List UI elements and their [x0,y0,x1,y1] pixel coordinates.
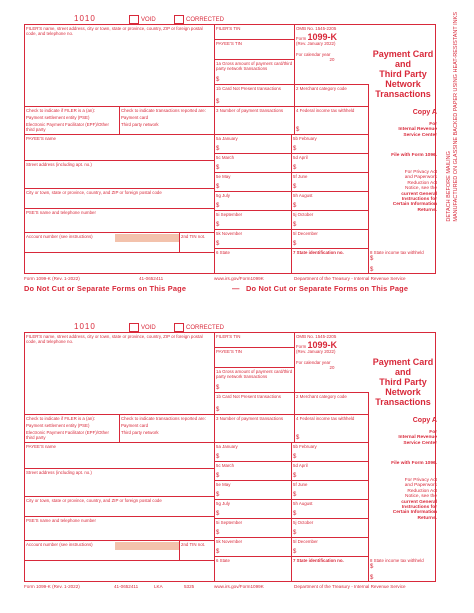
payee-tin-field[interactable] [215,40,295,60]
revision: (Rev. January 2022) [296,349,336,354]
month-label: 5g July [216,193,230,198]
month-label: 5j October [293,212,314,217]
box-5h[interactable] [292,192,369,211]
pse-name-label: PSE'S name and telephone number [26,518,96,523]
title-line: Payment Card and [372,49,434,69]
dollar-sign: $ [216,492,220,498]
box-7[interactable] [292,249,369,274]
city-field[interactable] [25,189,215,209]
month-label: 5b February [293,444,317,449]
city-field[interactable] [25,497,215,517]
cat-number: 41-0652411 [139,276,164,281]
payee-name-label: PAYEE'S name [26,444,56,449]
box-5f[interactable] [292,481,369,500]
month-label: 5i September [216,212,243,217]
payee-name-field[interactable] [25,135,215,161]
privacy-line: Instructions for [401,197,437,203]
privacy-line: Reduction Act [407,180,437,186]
filer-tin-label: FILER'S TIN [216,334,241,339]
box-1a[interactable] [215,368,295,393]
dollar-sign: $ [296,435,300,441]
dollar-sign: $ [293,222,297,228]
dollar-sign: $ [293,203,297,209]
box-5g[interactable] [215,192,292,211]
box-5i[interactable] [215,519,292,538]
department: Department of the Treasury - Internal Revenue Service [294,276,406,281]
void-label: VOID [141,324,156,331]
transaction-type-checks [120,415,215,443]
dollar-sign: $ [216,454,220,460]
month-label: 5d April [293,463,308,468]
copy-label: Copy A [412,417,437,424]
privacy-line: For Privacy Act [404,478,437,483]
form-footer [24,274,436,282]
form-name: 1099-K [307,32,338,42]
payment-card-label: Payment card [121,423,149,428]
check-trans-label: Check to indicate transactions reported are: [121,416,206,421]
form-number: 1010 [74,322,96,331]
month-label: 5f June [293,482,308,487]
box-8[interactable] [369,557,437,582]
box-5f[interactable] [292,173,369,192]
street-field[interactable] [25,469,215,497]
month-label: 5l December [293,539,318,544]
void-box-icon[interactable] [129,15,139,24]
title-line: Payment Card and [372,357,434,377]
dollar-sign: $ [216,530,220,536]
city-label: City or town, state or province, country, and ZIP or foreign postal code [26,498,162,503]
second-tin-field[interactable] [180,233,215,253]
lka-code: LKA [154,584,163,589]
corrected-box-icon[interactable] [174,15,184,24]
irs-line: For [429,122,437,127]
side-line-2: MANUFACTURED ON GLASSINE BACKED PAPER USING HEAT-RESISTANT INKS [453,12,459,222]
second-tin-label: 2nd TIN not. [181,542,206,547]
cut-warning [24,282,436,294]
check-filer-label: Check to indicate if FILER is a (an): [26,108,96,113]
account-shade [115,234,179,242]
pse-name-field[interactable] [25,209,215,233]
corrected-checkbox[interactable] [174,15,224,24]
box-7[interactable] [292,557,369,582]
month-label: 5k November [216,231,243,236]
blank-area [25,561,215,582]
box-5b[interactable] [292,443,369,462]
side-text [446,12,460,222]
calendar-label: For calendar year [296,360,331,365]
dollar-sign: $ [370,267,374,273]
box-2-label: 2 Merchant category code [296,394,347,399]
corrected-box-icon[interactable] [174,323,184,332]
box-5a[interactable] [215,135,292,154]
title-line: Transactions [375,89,431,99]
city-label: City or town, state or province, country, and ZIP or foreign postal code [26,190,162,195]
payee-tin-field[interactable] [215,348,295,368]
payment-card-label: Payment card [121,115,149,120]
box-3-label: 3 Number of payment transactions [216,416,284,421]
box-5c[interactable] [215,462,292,481]
dollar-sign: $ [216,222,220,228]
second-tin-label: 2nd TIN not. [181,234,206,239]
copy-label: Copy A [412,109,437,116]
pse-name-label: PSE'S name and telephone number [26,210,96,215]
box-1a[interactable] [215,60,295,85]
privacy-line: Certain Information [392,202,437,208]
box-5k[interactable] [215,230,292,249]
payee-tin-label: PAYEE'S TIN [216,349,242,354]
irs-line: For [429,430,437,435]
street-label: Street address (including apt. no.) [26,470,92,475]
print-code: 5325 [184,584,195,589]
month-label: 5h August [293,501,313,506]
dollar-sign: $ [216,385,220,391]
dollar-sign: $ [293,146,297,152]
month-label: 5d April [293,155,308,160]
month-label: 5l December [293,231,318,236]
title-line: Third Party [379,377,427,387]
omb-number: OMB No. 1545-2205 [296,26,337,31]
box-5i[interactable] [215,211,292,230]
filer-info-field[interactable] [25,333,215,415]
payee-name-field[interactable] [25,443,215,469]
dollar-sign: $ [216,77,220,83]
file-with: File with Form 1096. [391,153,437,158]
box-5l[interactable] [292,538,369,557]
dollar-sign: $ [293,511,297,517]
month-label: 5c March [216,155,235,160]
filer-tin-label: FILER'S TIN [216,26,241,31]
privacy-line: Instructions for [401,505,437,511]
box-3-label: 3 Number of payment transactions [216,108,284,113]
month-label: 5c March [216,463,235,468]
privacy-line: and Paperwork [404,483,437,489]
form-word: Form [296,344,307,349]
box-4[interactable] [295,107,369,135]
privacy-line: current General [401,499,437,505]
irs-line: Service Center [403,132,437,138]
box-5j[interactable] [292,519,369,538]
box-5k[interactable] [215,538,292,557]
corrected-label: CORRECTED [186,324,225,331]
box-1a-label: 1a Gross amount of payment card/third party network transactions [216,369,293,379]
form-grid [24,332,436,582]
box-5d[interactable] [292,154,369,173]
dollar-sign: $ [216,407,220,413]
footer-form: Form 1099-K (Rev. 1-2022) [24,584,80,589]
filer-type-checks [25,415,120,443]
box-1b-label: 1b Card Not Present transactions [216,394,281,399]
month-label: 5i September [216,520,243,525]
year[interactable]: 20 [329,365,335,370]
dollar-sign: $ [216,99,220,105]
omb-number: OMB No. 1545-2205 [296,334,337,339]
irs-center [369,430,437,446]
filer-label: FILER'S name, street address, city or town, state or province, country, ZIP or foreign postal code, and telephone no. [26,334,203,344]
street-field[interactable] [25,161,215,189]
privacy-line: For Privacy Act [404,170,437,175]
corrected-checkbox[interactable] [174,323,224,332]
void-checkbox[interactable] [129,323,156,332]
corrected-label: CORRECTED [186,16,225,23]
third-party-label: Third party network [121,430,159,435]
dollar-sign: $ [216,241,220,247]
box-5d[interactable] [292,462,369,481]
irs-line: Internal Revenue [398,435,437,441]
month-label: 5a January [216,136,238,141]
dollar-sign: $ [293,492,297,498]
omb-block [295,333,369,393]
revision: (Rev. January 2022) [296,41,336,46]
privacy-notice [369,170,437,213]
month-label: 5g July [216,501,230,506]
form-copy-bottom [24,322,436,590]
box-1a-label: 1a Gross amount of payment card/third party network transactions [216,61,293,71]
box-3[interactable] [215,107,295,135]
footer-form: Form 1099-K (Rev. 1-2022) [24,276,80,281]
box-5l[interactable] [292,230,369,249]
box-2[interactable] [295,393,369,415]
box-5a[interactable] [215,443,292,462]
form-header [24,322,436,332]
month-label: 5a January [216,444,238,449]
box-1b[interactable] [215,85,295,107]
epf-label: Electronic Payment Facilitator (EPF)/Other third party [26,122,109,132]
form-copy-top [24,14,436,294]
epf-label: Electronic Payment Facilitator (EPF)/Other third party [26,430,109,440]
irs-url: www.irs.gov/Form1099K [214,276,264,281]
pse-label: Payment settlement entity (PSE) [26,115,90,120]
third-party-label: Third party network [121,122,159,127]
box-5e[interactable] [215,481,292,500]
blank-area [25,253,215,274]
month-label: 5h August [293,193,313,198]
box-5c[interactable] [215,154,292,173]
form-grid [24,24,436,274]
box-4-label: 4 Federal income tax withheld [296,416,355,421]
dollar-sign: $ [370,256,374,262]
cut-text: Do Not Cut or Separate Forms on This Page [24,284,187,293]
year[interactable]: 20 [329,57,335,62]
filer-type-checks [25,107,120,135]
box-5h[interactable] [292,500,369,519]
irs-line: Service Center [403,440,437,446]
dollar-sign: $ [216,146,220,152]
second-tin-field[interactable] [180,541,215,561]
box-6-label: 6 State [216,558,230,563]
box-5j[interactable] [292,211,369,230]
form-title [369,357,437,407]
cat-number: 41-0652411 [114,584,139,589]
cut-dash: — [232,284,240,293]
box-5g[interactable] [215,500,292,519]
dollar-sign: $ [216,203,220,209]
form-footer [24,582,436,590]
privacy-notice [369,478,437,521]
month-label: 5e May [216,482,231,487]
form-number: 1010 [74,14,96,23]
pse-name-field[interactable] [25,517,215,541]
month-label: 5k November [216,539,243,544]
payee-tin-label: PAYEE'S TIN [216,41,242,46]
box-3[interactable] [215,415,295,443]
box-1b-label: 1b Card Not Present transactions [216,86,281,91]
box-2[interactable] [295,85,369,107]
form-word: Form [296,36,307,41]
filer-tin-field[interactable] [215,333,295,348]
irs-line: Internal Revenue [398,127,437,133]
dollar-sign: $ [293,549,297,555]
irs-center [369,122,437,138]
box-8-label: 8 State income tax withheld [370,250,424,255]
dollar-sign: $ [216,549,220,555]
filer-tin-field[interactable] [215,25,295,40]
dollar-sign: $ [293,184,297,190]
filer-label: FILER'S name, street address, city or town, state or province, country, ZIP or foreign postal code, and telephone no. [26,26,203,36]
file-with: File with Form 1096. [391,461,437,466]
box-8[interactable] [369,249,437,274]
dollar-sign: $ [216,511,220,517]
privacy-line: Notice, see the [405,494,437,500]
form-header [24,14,436,24]
box-4-label: 4 Federal income tax withheld [296,108,355,113]
box-8-label: 8 State income tax withheld [370,558,424,563]
privacy-line: Reduction Act [407,488,437,494]
street-label: Street address (including apt. no.) [26,162,92,167]
month-label: 5f June [293,174,308,179]
box-6[interactable] [215,557,292,582]
privacy-line: Notice, see the [405,186,437,192]
box-2-label: 2 Merchant category code [296,86,347,91]
dollar-sign: $ [293,530,297,536]
void-checkbox[interactable] [129,15,156,24]
department: Department of the Treasury - Internal Revenue Service [294,584,406,589]
void-label: VOID [141,16,156,23]
box-7-label: 7 State identification no. [293,558,344,563]
box-6-label: 6 State [216,250,230,255]
dollar-sign: $ [293,454,297,460]
side-line-1: DETACH BEFORE MAILING [446,151,452,222]
title-line: Third Party [379,69,427,79]
privacy-line: Returns. [417,515,437,521]
box-1b[interactable] [215,393,295,415]
privacy-line: current General [401,191,437,197]
dollar-sign: $ [216,473,220,479]
title-line: Network [385,387,421,397]
void-box-icon[interactable] [129,323,139,332]
pse-label: Payment settlement entity (PSE) [26,423,90,428]
payee-name-label: PAYEE'S name [26,136,56,141]
filer-info-field[interactable] [25,25,215,107]
dollar-sign: $ [293,473,297,479]
privacy-line: Returns. [417,207,437,213]
transaction-type-checks [120,107,215,135]
cut-text: Do Not Cut or Separate Forms on This Page [246,284,409,293]
title-line: Transactions [375,397,431,407]
irs-url: www.irs.gov/Form1099K [214,584,264,589]
box-4[interactable] [295,415,369,443]
dollar-sign: $ [370,575,374,581]
dollar-sign: $ [293,241,297,247]
month-label: 5e May [216,174,231,179]
dollar-sign: $ [216,184,220,190]
calendar-label: For calendar year [296,52,331,57]
account-shade [115,542,179,550]
account-label: Account number (see instructions) [26,234,93,239]
dollar-sign: $ [370,564,374,570]
check-filer-label: Check to indicate if FILER is a (an): [26,416,96,421]
dollar-sign: $ [293,165,297,171]
box-5b[interactable] [292,135,369,154]
account-label: Account number (see instructions) [26,542,93,547]
check-trans-label: Check to indicate transactions reported are: [121,108,206,113]
month-label: 5b February [293,136,317,141]
month-label: 5j October [293,520,314,525]
omb-block [295,25,369,85]
dollar-sign: $ [216,165,220,171]
dollar-sign: $ [296,127,300,133]
privacy-line: Certain Information [392,510,437,516]
box-6[interactable] [215,249,292,274]
title-line: Network [385,79,421,89]
box-7-label: 7 State identification no. [293,250,344,255]
form-name: 1099-K [307,340,338,350]
form-title [369,49,437,99]
box-5e[interactable] [215,173,292,192]
privacy-line: and Paperwork [404,175,437,181]
